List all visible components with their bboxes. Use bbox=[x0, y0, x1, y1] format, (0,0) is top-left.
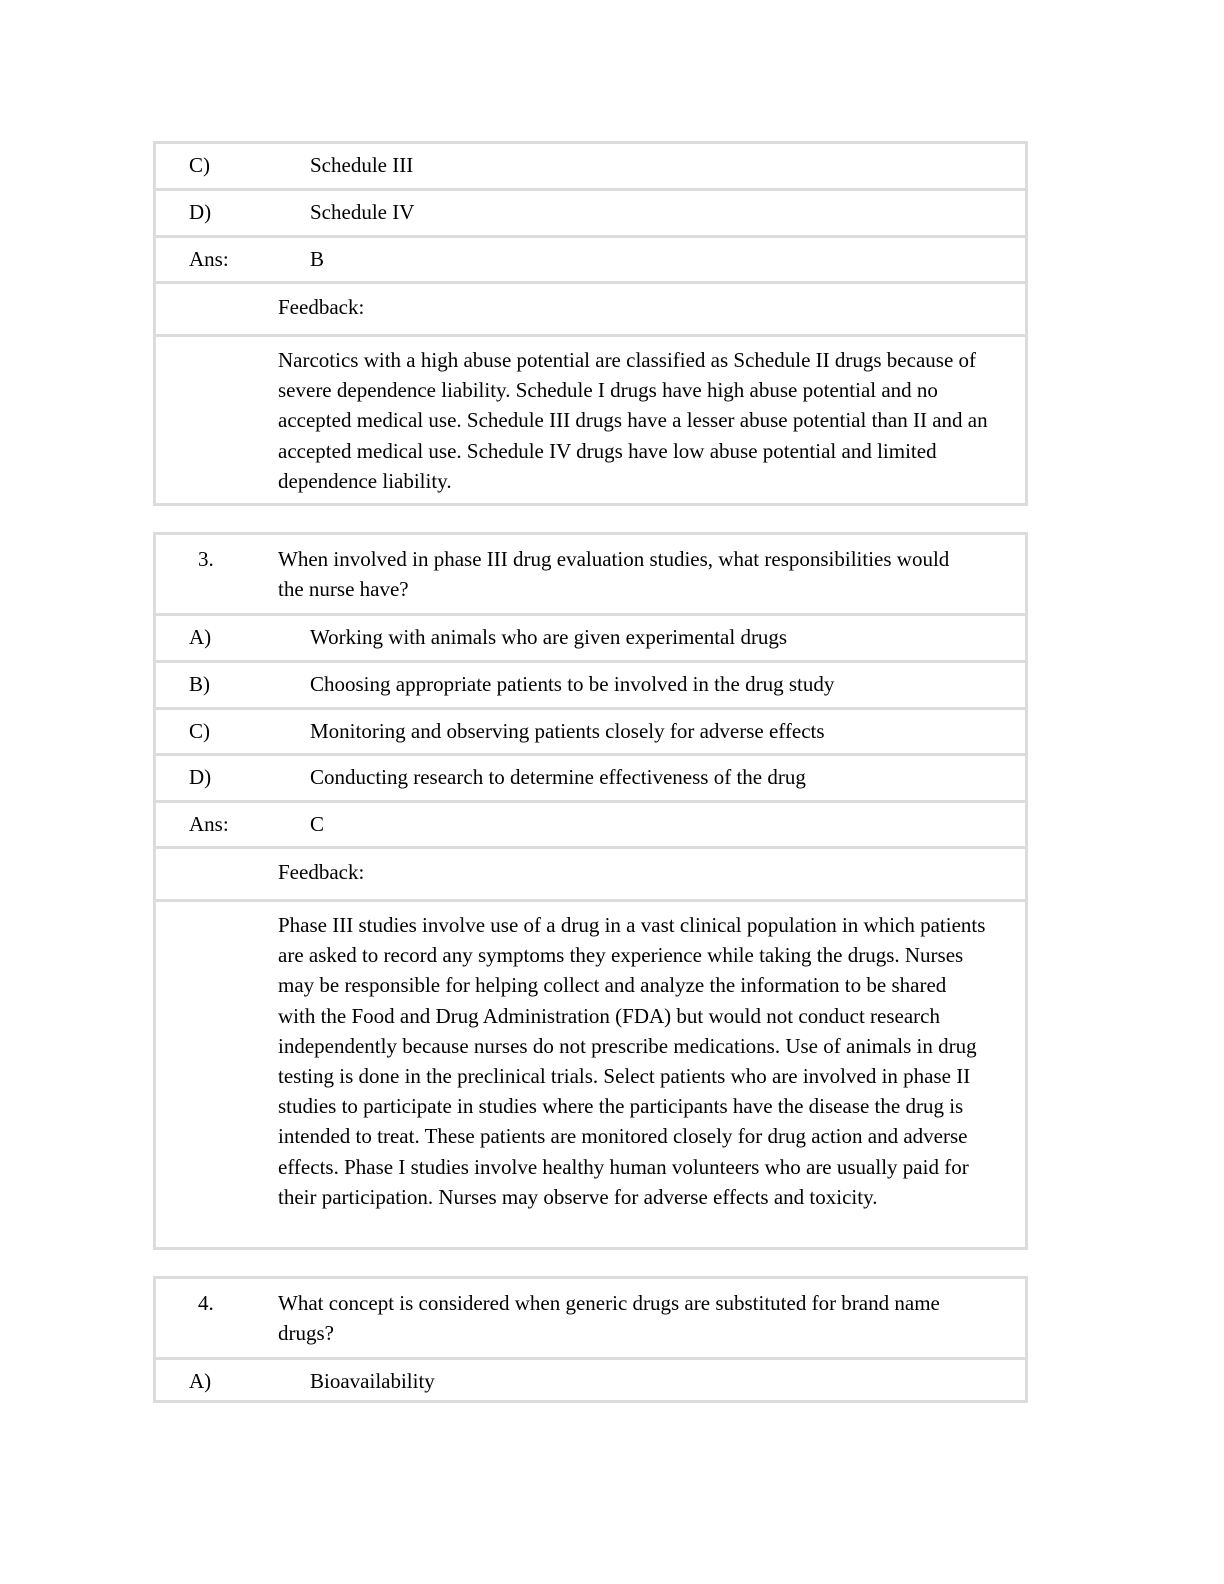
question-row bbox=[156, 535, 1025, 613]
feedback-text: Narcotics with a high abuse potential are classified as Schedule II drugs because of severe dependence liability. Schedule I drugs have high abuse potential and no accepted medical use. Schedule III drugs have a lesser abuse potential than II and an accepted medical use. Schedule IV drugs have low abuse potential and limited dependence liability. bbox=[278, 348, 988, 493]
answer-label: Ans: bbox=[189, 247, 229, 271]
option-text: Conducting research to determine effectiveness of the drug bbox=[310, 765, 806, 789]
question-row bbox=[156, 1279, 1025, 1357]
option-row-d bbox=[156, 753, 1025, 800]
option-text: Schedule IV bbox=[310, 200, 415, 224]
feedback-label: Feedback: bbox=[278, 860, 365, 884]
option-label: C) bbox=[189, 719, 210, 743]
question-4-table bbox=[153, 1276, 1028, 1403]
question-text: What concept is considered when generic drugs are substituted for brand name drugs? bbox=[278, 1291, 940, 1345]
option-row-a bbox=[156, 613, 1025, 660]
option-label: C) bbox=[189, 153, 210, 177]
option-label: A) bbox=[189, 1369, 212, 1393]
feedback-label-row bbox=[156, 846, 1025, 899]
option-text: Bioavailability bbox=[310, 1369, 435, 1393]
feedback-label: Feedback: bbox=[278, 295, 365, 319]
option-text: Working with animals who are given experimental drugs bbox=[310, 625, 788, 649]
option-row-b bbox=[156, 660, 1025, 707]
option-row-c bbox=[156, 144, 1025, 188]
question-number: 4. bbox=[198, 1291, 214, 1315]
answer-row bbox=[156, 800, 1025, 846]
feedback-text-row bbox=[156, 334, 1025, 503]
answer-value: C bbox=[310, 812, 325, 836]
feedback-text: Phase III studies involve use of a drug in a vast clinical population in which patients are asked to record any symptoms they experience while taking the drugs. Nurses may be responsible for helping collect and analyze the information to be shared with the Food and Drug Administration (FDA) but would not conduct research independently because nurses do not prescribe medications. Use of animals in drug testing is done in the preclinical trials. Select patients who are involved in phase II studies to participate in studies where the participants have the disease the drug is intended to treat. These patients are monitored closely for drug action and adverse effects. Phase I studies involve healthy human volunteers who are usually paid for their participation. Nurses may observe for adverse effects and toxicity. bbox=[278, 913, 986, 1209]
option-row-a bbox=[156, 1357, 1025, 1400]
option-label: A) bbox=[189, 625, 212, 649]
option-text: Choosing appropriate patients to be involved in the drug study bbox=[310, 672, 835, 696]
question-number: 3. bbox=[198, 547, 214, 571]
question-2-table bbox=[153, 141, 1028, 506]
feedback-label-row bbox=[156, 281, 1025, 334]
option-row-d bbox=[156, 188, 1025, 235]
feedback-text-row bbox=[156, 899, 1025, 1247]
answer-label: Ans: bbox=[189, 812, 229, 836]
answer-value: B bbox=[310, 247, 325, 271]
question-3-table bbox=[153, 532, 1028, 1250]
option-label: D) bbox=[189, 200, 212, 224]
answer-row bbox=[156, 235, 1025, 281]
option-text: Monitoring and observing patients closely for adverse effects bbox=[310, 719, 825, 743]
option-label: D) bbox=[189, 765, 212, 789]
option-text: Schedule III bbox=[310, 153, 414, 177]
option-label: B) bbox=[189, 672, 210, 696]
option-row-c bbox=[156, 707, 1025, 753]
question-text: When involved in phase III drug evaluation studies, what responsibilities would the nurse have? bbox=[278, 547, 950, 601]
